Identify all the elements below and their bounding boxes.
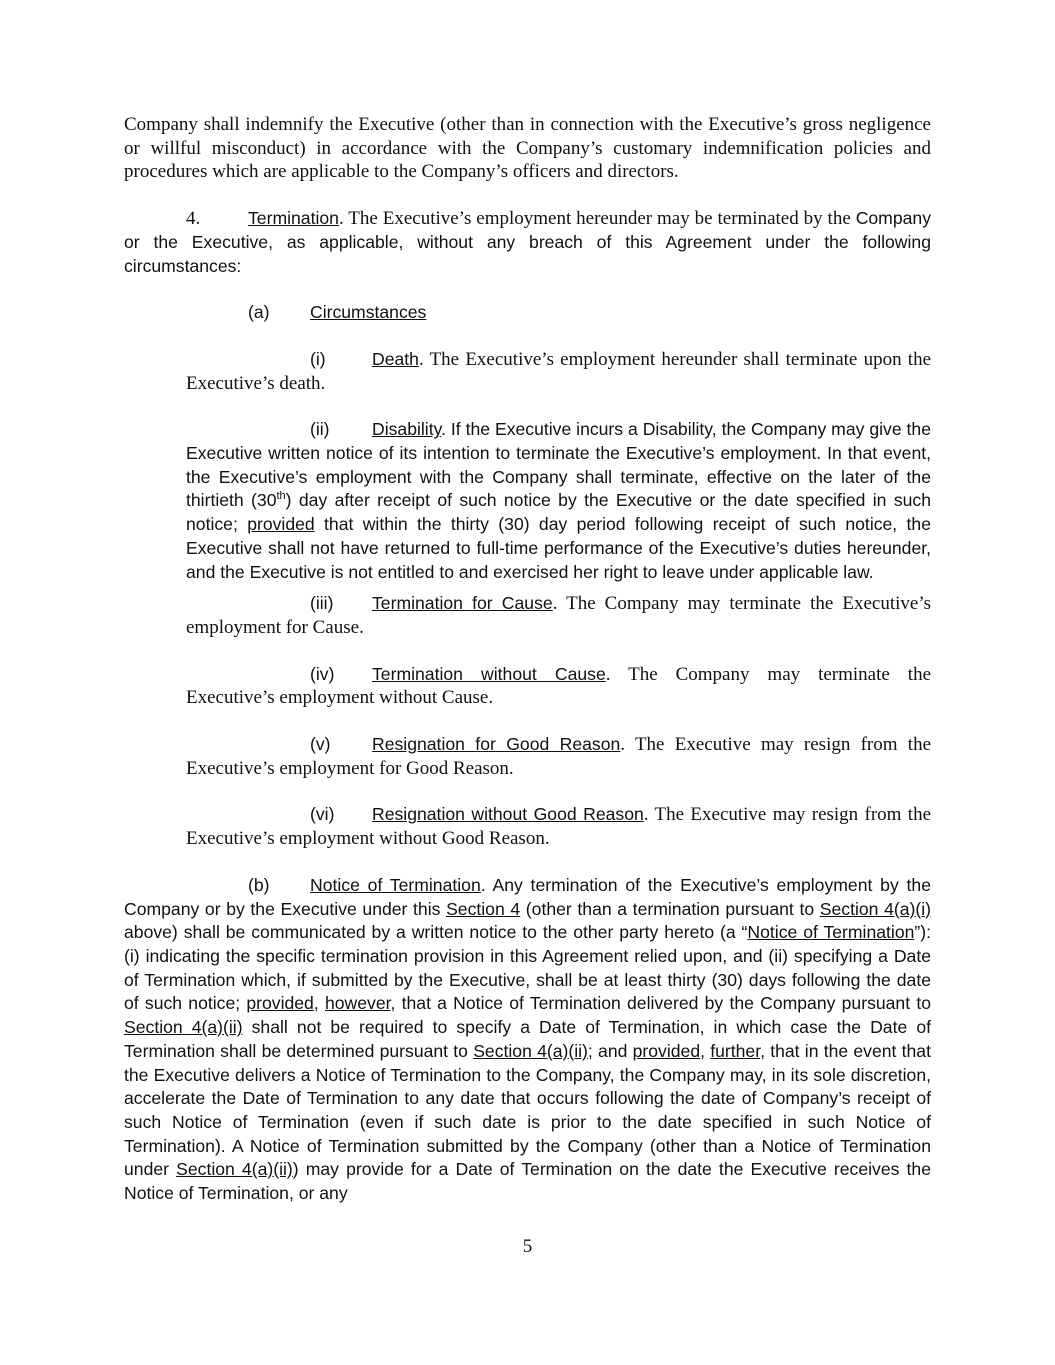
section-4-paragraph	[124, 207, 931, 278]
item-iii-heading: Termination for Cause	[372, 593, 553, 614]
item-i-label: (i)	[310, 348, 326, 369]
item-ii-paragraph	[186, 418, 931, 584]
subsection-b-text-7: shall not be required to specify a Date of Termination, in which case the Date of Termination shall be determined pursuant to	[124, 1017, 931, 1061]
subsection-a-heading: Circumstances	[310, 302, 427, 323]
further-term: further	[710, 1040, 761, 1061]
item-i-text: . The Executive’s employment hereunder shall terminate upon the Executive’s death.	[186, 348, 931, 394]
item-v-paragraph	[186, 733, 931, 780]
subsection-b-text-4: ”): (i) indicating the specific termination provision in this Agreement relied upon, and (ii) specifying a Date of Termination which, if submitted by the Executive, shall be at least thirty (30) days following the date of such notice;	[124, 922, 931, 1014]
notice-of-termination-term: Notice of Termination	[747, 922, 915, 943]
item-vi-label: (vi)	[310, 804, 335, 825]
item-v-label: (v)	[310, 734, 331, 755]
section-4aii-reference-1: Section 4(a)(ii)	[124, 1017, 243, 1038]
subsection-b-text-2: (other than a termination pursuant to	[520, 898, 820, 919]
subsection-a-label: (a)	[248, 302, 270, 323]
section-4-heading: Termination	[248, 208, 339, 229]
item-iii-label: (iii)	[310, 593, 334, 614]
item-ii-provided: provided	[247, 514, 315, 535]
item-ii-text-3: that within the thirty (30) day period following receipt of such notice, the Executive shall not have returned to full-time performance of the Executive’s duties hereunder, and the Executive is not entitled to and exercised her right to leave under applicable law.	[186, 514, 931, 582]
subsection-b-text-3: above) shall be communicated by a written notice to the other party hereto (a “	[124, 922, 748, 943]
subsection-b-heading: Notice of Termination	[310, 874, 481, 895]
section-4aii-reference-3: Section 4(a)(ii)	[176, 1159, 293, 1180]
section-4-number: 4.	[186, 208, 201, 230]
item-ii-heading: Disability	[372, 419, 442, 440]
item-i-heading: Death	[372, 348, 419, 369]
section-4-reference: Section 4	[446, 898, 521, 919]
item-ii-superscript: th	[276, 490, 286, 503]
item-v-heading: Resignation for Good Reason	[372, 734, 621, 755]
circumstances-list	[124, 348, 931, 851]
subsection-b-text-1: . Any termination of the Executive’s employment by the Company or by the Executive under this	[124, 874, 931, 919]
provided-term-2: provided	[632, 1040, 701, 1061]
item-iv-text: . The Company may terminate the Executive’s employment without Cause.	[186, 663, 931, 709]
section-4-text-2: Company or the Executive, as applicable, without any breach of this Agreement under the following circumstances:	[124, 208, 931, 276]
subsection-b-text-9: ,	[700, 1040, 711, 1061]
item-ii-text-2: ) day after receipt of such notice by the Executive or the date specified in such notice;	[186, 490, 931, 535]
item-iv-label: (iv)	[310, 663, 335, 684]
section-4ai-reference: Section 4(a)(i)	[819, 898, 931, 919]
item-i-paragraph	[186, 348, 931, 395]
item-ii-label: (ii)	[310, 419, 330, 440]
subsection-b-text-5: ,	[313, 993, 325, 1014]
item-v-text: . The Executive may resign from the Executive’s employment for Good Reason.	[186, 734, 931, 779]
subsection-b-text-11: ) may provide for a Date of Termination on the date the Executive receives the Notice of Termination, or any	[124, 1159, 932, 1204]
item-iv-paragraph	[186, 663, 931, 710]
item-vi-paragraph	[186, 803, 931, 850]
section-4-text-1: . The Executive’s employment hereunder may be terminated by the	[338, 208, 856, 230]
item-ii-text-1: . If the Executive incurs a Disability, the Company may give the Executive written notice of its intention to terminate the Executive’s employment. In that event, the Executive’s employment with the Company shall terminate, effective on the later of the thirtieth (30	[186, 419, 931, 511]
however-term: however	[324, 993, 391, 1014]
indemnification-paragraph: Company shall indemnify the Executive (other than in connection with the Executive’s gross negligence or willful misconduct) in accordance with the Company’s customary indemnification policies and procedures which are applicable to the Company’s officers and directors.	[124, 114, 931, 183]
subsection-b-text-6: , that a Notice of Termination delivered by the Company pursuant to	[390, 993, 932, 1014]
item-vi-text: . The Executive may resign from the Executive’s employment without Good Reason.	[186, 804, 932, 850]
item-iii-text: . The Company may terminate the Executive’s employment for Cause.	[186, 593, 931, 638]
subsection-b-paragraph	[124, 874, 931, 1206]
subsection-b-label: (b)	[248, 874, 270, 895]
item-vi-heading: Resignation without Good Reason	[372, 804, 644, 825]
document-page	[124, 113, 931, 1206]
subsection-b-text-8: ; and	[587, 1040, 633, 1061]
item-iv-heading: Termination without Cause	[372, 663, 606, 684]
subsection-a-heading-line	[124, 301, 931, 325]
page-number: 5	[522, 1236, 533, 1257]
subsection-b-text-10: , that in the event that the Executive delivers a Notice of Termination to the Company, the Company may, in its sole discretion, accelerate the Date of Termination to any date that occurs following the date of Company’s receipt of such Notice of Termination (even if such date is prior to the date specified in such Notice of Termination). A Notice of Termination submitted by the Company (other than a Notice of Termination under	[124, 1040, 931, 1180]
item-iii-paragraph	[186, 592, 931, 639]
provided-term: provided	[246, 993, 314, 1014]
section-4aii-reference-2: Section 4(a)(ii)	[473, 1040, 588, 1061]
